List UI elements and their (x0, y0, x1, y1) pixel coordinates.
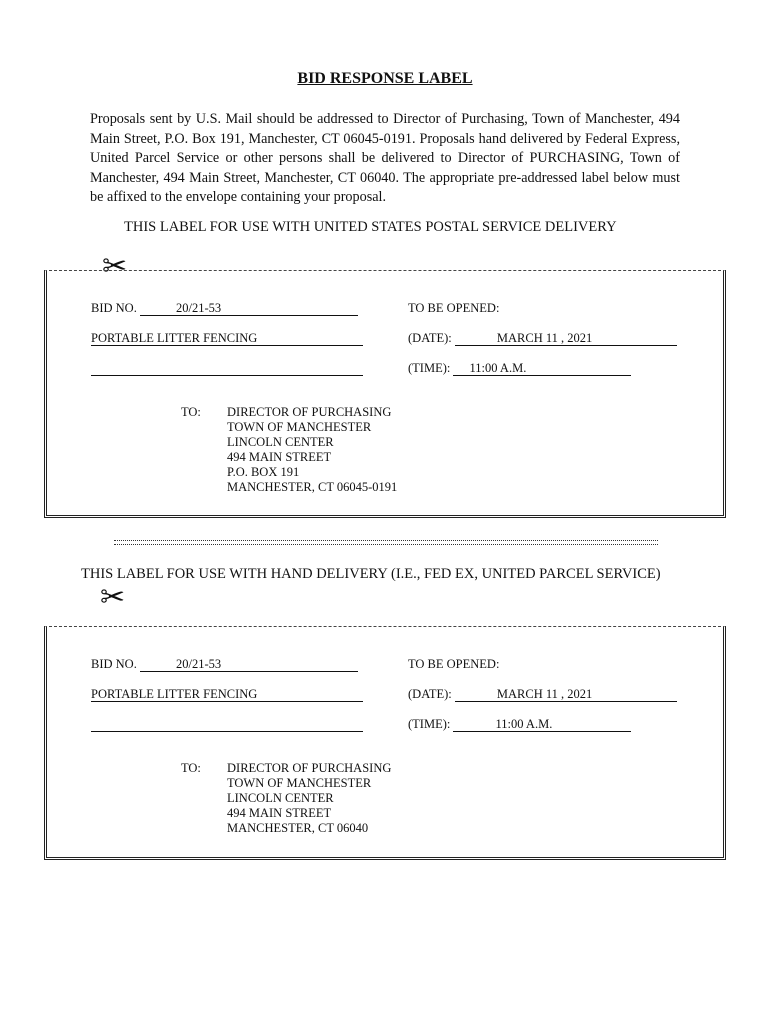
time-field (408, 361, 631, 376)
scissors-icon: ✂ (102, 249, 128, 284)
usps-label-box (44, 270, 726, 518)
address-line: LINCOLN CENTER (227, 791, 334, 805)
blank-line (91, 717, 363, 736)
time-value: 11:00 A.M. (469, 361, 527, 375)
date-field (408, 331, 677, 346)
to-be-opened-label: TO BE OPENED: (408, 301, 500, 315)
project-name: PORTABLE LITTER FENCING (91, 331, 258, 345)
time-label: (TIME): (408, 361, 451, 375)
bid-no-label: BID NO. (91, 301, 137, 315)
hand-delivery-label-box (44, 626, 726, 860)
project-field (91, 331, 363, 346)
date-value: MARCH 11 , 2021 (496, 687, 593, 701)
date-value: MARCH 11 , 2021 (496, 331, 593, 345)
bid-no-value: 20/21-53 (175, 301, 222, 315)
address-line: TOWN OF MANCHESTER (227, 420, 372, 434)
address-line: MANCHESTER, CT 06040 (227, 821, 369, 835)
address-line: 494 MAIN STREET (227, 450, 332, 464)
address-line: DIRECTOR OF PURCHASING (227, 761, 392, 775)
address-line: LINCOLN CENTER (227, 435, 334, 449)
blank-line (91, 361, 363, 380)
bid-no-label: BID NO. (91, 657, 137, 671)
page-title: BID RESPONSE LABEL (297, 70, 473, 87)
bid-no-field (91, 301, 358, 316)
time-value: 11:00 A.M. (495, 717, 553, 731)
scissors-icon: ✂ (100, 580, 126, 615)
to-label: TO: (181, 761, 201, 775)
date-label: (DATE): (408, 331, 452, 345)
address-block (227, 405, 397, 495)
bid-no-field (91, 657, 358, 672)
usps-label-heading: THIS LABEL FOR USE WITH UNITED STATES POSTAL SERVICE DELIVERY (124, 219, 617, 235)
intro-paragraph: Proposals sent by U.S. Mail should be addressed to Director of Purchasing, Town of Manchester, 494 Main Street, P.O. Box 191, Manchester, CT 06045-0191. Proposals hand delivered by Federal Express, United Parcel Service or other persons shall be delivered to Director of PURCHASING, Town of Manchester, 494 Main Street, Manchester, CT 06040. The appropriate pre-addressed label below must be affixed to the envelope containing your proposal. (90, 111, 680, 206)
project-field (91, 687, 363, 702)
time-field (408, 717, 631, 732)
date-label: (DATE): (408, 687, 452, 701)
date-field (408, 687, 677, 702)
address-block (227, 761, 391, 836)
address-line: MANCHESTER, CT 06045-0191 (227, 480, 398, 494)
bid-no-value: 20/21-53 (175, 657, 222, 671)
address-line: TOWN OF MANCHESTER (227, 776, 372, 790)
time-label: (TIME): (408, 717, 451, 731)
address-line: 494 MAIN STREET (227, 806, 332, 820)
project-name: PORTABLE LITTER FENCING (91, 687, 258, 701)
hand-delivery-label-heading: THIS LABEL FOR USE WITH HAND DELIVERY (I.E., FED EX, UNITED PARCEL SERVICE) (81, 566, 661, 582)
address-line: DIRECTOR OF PURCHASING (227, 405, 392, 419)
address-line: P.O. BOX 191 (227, 465, 300, 479)
to-label: TO: (181, 405, 201, 419)
to-be-opened-label: TO BE OPENED: (408, 657, 500, 671)
cut-line (114, 540, 658, 545)
